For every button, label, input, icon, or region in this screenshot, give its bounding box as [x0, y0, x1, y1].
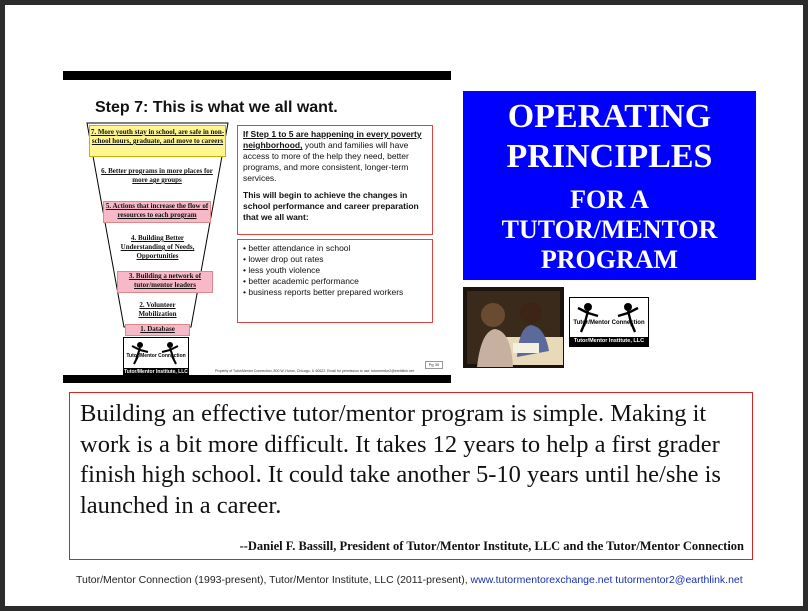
bullet-item: • lower drop out rates [243, 254, 427, 265]
step-1: 1. Database [125, 324, 190, 336]
slide-bullets-box [237, 239, 433, 323]
operating-principles-title [463, 91, 756, 280]
explanation-rest: youth and families will have access to more of the help they need, better programs, and more consistent, longer-term services. [243, 140, 409, 183]
logo-text: Tutor/Mentor Connection [573, 320, 645, 326]
slide-footer: Property of Tutor/Mentor Connection, 800 W. Huron, Chicago, IL 60622. Email for permission to use: tutormentor2@earthlink.net [215, 369, 414, 373]
email-link[interactable]: tutormentor2@earthlink.net [615, 574, 743, 586]
bullet-item: • better academic performance [243, 276, 427, 287]
quote-box [69, 392, 753, 560]
bullet-item: • less youth violence [243, 265, 427, 276]
logo-text: Tutor/Mentor Connection [126, 353, 186, 359]
title-line-2: PRINCIPLES [506, 138, 713, 175]
step-2: 2. Volunteer Mobilization [138, 301, 177, 318]
step-6: 6. Better programs in more places for more age groups [101, 167, 213, 184]
step7-slide [63, 71, 451, 383]
slide-explanation-box [237, 125, 433, 235]
website-link[interactable]: www.tutormentorexchange.net [470, 574, 613, 586]
step-7: 7. More youth stay in school, are safe in non-school hours, graduate, and move to careers [89, 125, 226, 157]
explanation-lead: If Step 1 to 5 are happening in every poverty neighborhood, [243, 129, 422, 150]
explanation-para2: This will begin to achieve the changes in school performance and career preparation that we all want: [243, 190, 419, 222]
page-footer [76, 574, 743, 586]
slide-top-bar [63, 71, 451, 80]
tmc-logo-large [569, 297, 649, 347]
title-line-5: PROGRAM [540, 245, 679, 274]
title-line-1: OPERATING [507, 98, 712, 135]
people-logo-icon [124, 338, 188, 368]
logo-label: Tutor/Mentor Institute, LLC [570, 337, 648, 346]
title-line-4: TUTOR/MENTOR [501, 215, 718, 244]
step-4: 4. Building Better Understanding of Needs, Opportunities [120, 234, 195, 260]
step-5: 5. Actions that increase the flow of resources to each program [103, 201, 211, 223]
document-page [5, 5, 803, 606]
logo-label: Tutor/Mentor Institute, LLC [124, 369, 188, 375]
tutoring-photo [463, 287, 564, 368]
steps-funnel [85, 121, 230, 361]
bullet-item: • business reports better prepared workers [243, 287, 427, 298]
quote-author: --Daniel F. Bassill, President of Tutor/Mentor Institute, LLC and the Tutor/Mentor Connection [239, 539, 744, 553]
slide-page-number: Pg 30 [425, 361, 443, 369]
slide-bottom-bar [63, 375, 451, 383]
tmc-logo-small [123, 337, 189, 377]
title-line-3: FOR A [570, 185, 649, 214]
people-logo-icon [570, 298, 648, 338]
footer-text: Tutor/Mentor Connection (1993-present), Tutor/Mentor Institute, LLC (2011-present), [76, 574, 468, 586]
step-3: 3. Building a network of tutor/mentor leaders [117, 271, 213, 293]
tutoring-photo-image [463, 287, 564, 368]
bullet-item: • better attendance in school [243, 243, 427, 254]
quote-text: Building an effective tutor/mentor program is simple. Making it work is a bit more difficult. It takes 12 years to help a first grader finish high school. It could take another 5-10 years until he/she is launched in a career. [80, 400, 721, 519]
slide-title: Step 7: This is what we all want. [95, 99, 338, 116]
